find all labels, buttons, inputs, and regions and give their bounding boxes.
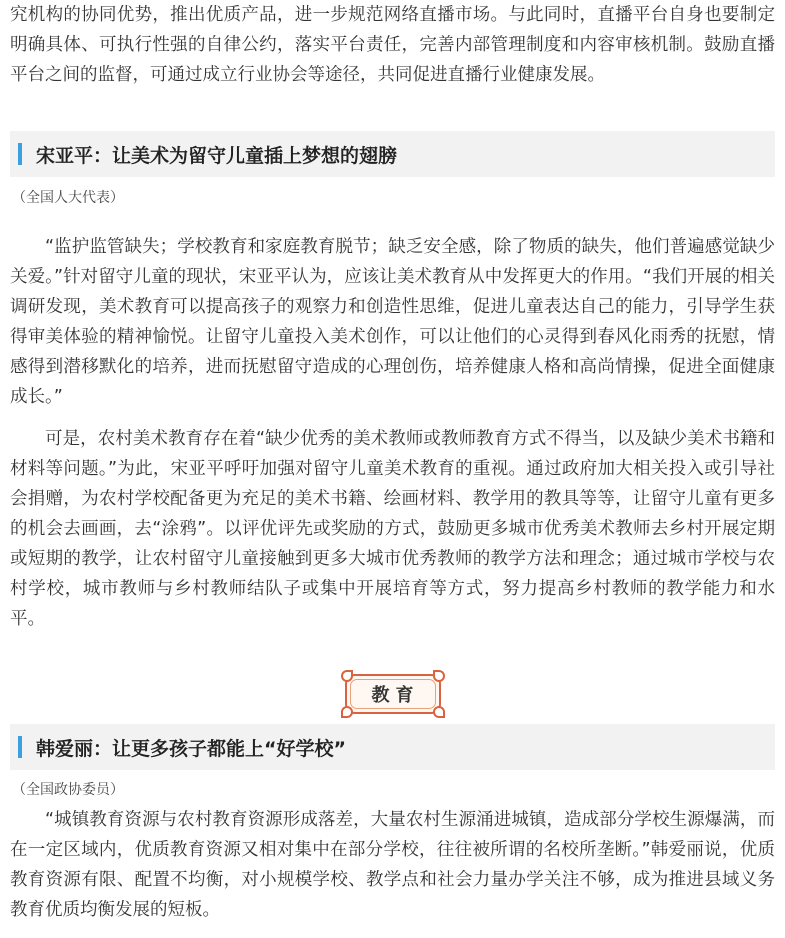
badge-corner-ornament [341, 670, 353, 682]
badge-corner-ornament [341, 706, 353, 718]
body-paragraph: “监护监管缺失；学校教育和家庭教育脱节；缺乏安全感，除了物质的缺失，他们普遍感觉缺少关爱。”针对留守儿童的现状，宋亚平认为，应该让美术教育从中发挥更大的作用。“我们开展的相关调研发现，美术教育可以提高孩子的观察力和创造性思维，促进儿童表达自己的能力，引导学生获得审美体验的精神愉悦。让留守儿童投入美术创作，可以让他们的心灵得到春风化雨秀的抚慰，情感得到潜移默化的培养，进而抚慰留守造成的心理创伤，培养健康人格和高尚情操，促进全面健康成长。” [10, 237, 775, 407]
category-badge [345, 674, 441, 714]
heading-accent-bar [18, 143, 22, 165]
speaker-role: （全国政协委员） [12, 782, 124, 798]
category-badge-row [10, 674, 775, 714]
badge-corner-ornament [433, 670, 445, 682]
article-body [10, 0, 775, 925]
intro-paragraph: 究机构的协同优势，推出优质产品，进一步规范网络直播市场。与此同时，直播平台自身也要制定明确具体、可执行性强的自律公约，落实平台责任，完善内部管理制度和内容审核机制。鼓励直播平台之间的监督，可通过成立行业协会等途径，共同促进直播行业健康发展。 [10, 5, 775, 85]
section-heading-song-yaping [10, 131, 775, 177]
section-title: 韩爱丽：让更多孩子都能上“好学校” [36, 737, 346, 760]
section-title: 宋亚平：让美术为留守儿童插上梦想的翅膀 [36, 144, 398, 167]
section-heading-han-aili [10, 724, 775, 770]
heading-accent-bar [18, 736, 22, 758]
badge-corner-ornament [433, 706, 445, 718]
body-paragraph: “城镇教育资源与农村教育资源形成落差，大量农村生源涌进城镇，造成部分学校生源爆满，而在一定区域内，优质教育资源又相对集中在部分学校，往往被所谓的名校所垄断。”韩爱丽说，优质教育资源有限、配置不均衡，对小规模学校、教学点和社会力量办学关注不够，成为推进县域义务教育优质均衡发展的短板。 [10, 810, 775, 920]
category-badge-label: 教育 [350, 679, 436, 709]
body-paragraph: 可是，农村美术教育存在着“缺少优秀的美术教师或教师教育方式不得当，以及缺少美术书籍和材料等问题。”为此，宋亚平呼吁加强对留守儿童美术教育的重视。通过政府加大相关投入或引导社会捐赠，为农村学校配备更为充足的美术书籍、绘画材料、教学用的教具等等，让留守儿童有更多的机会去画画，去“涂鸦”。以评优评先或奖励的方式，鼓励更多城市优秀美术教师去乡村开展定期或短期的教学，让农村留守儿童接触到更多大城市优秀教师的教学方法和理念；通过城市学校与农村学校，城市教师与乡村教师结队子或集中开展培育等方式，努力提高乡村教师的教学能力和水平。 [10, 429, 775, 629]
speaker-role: （全国人大代表） [12, 190, 124, 206]
